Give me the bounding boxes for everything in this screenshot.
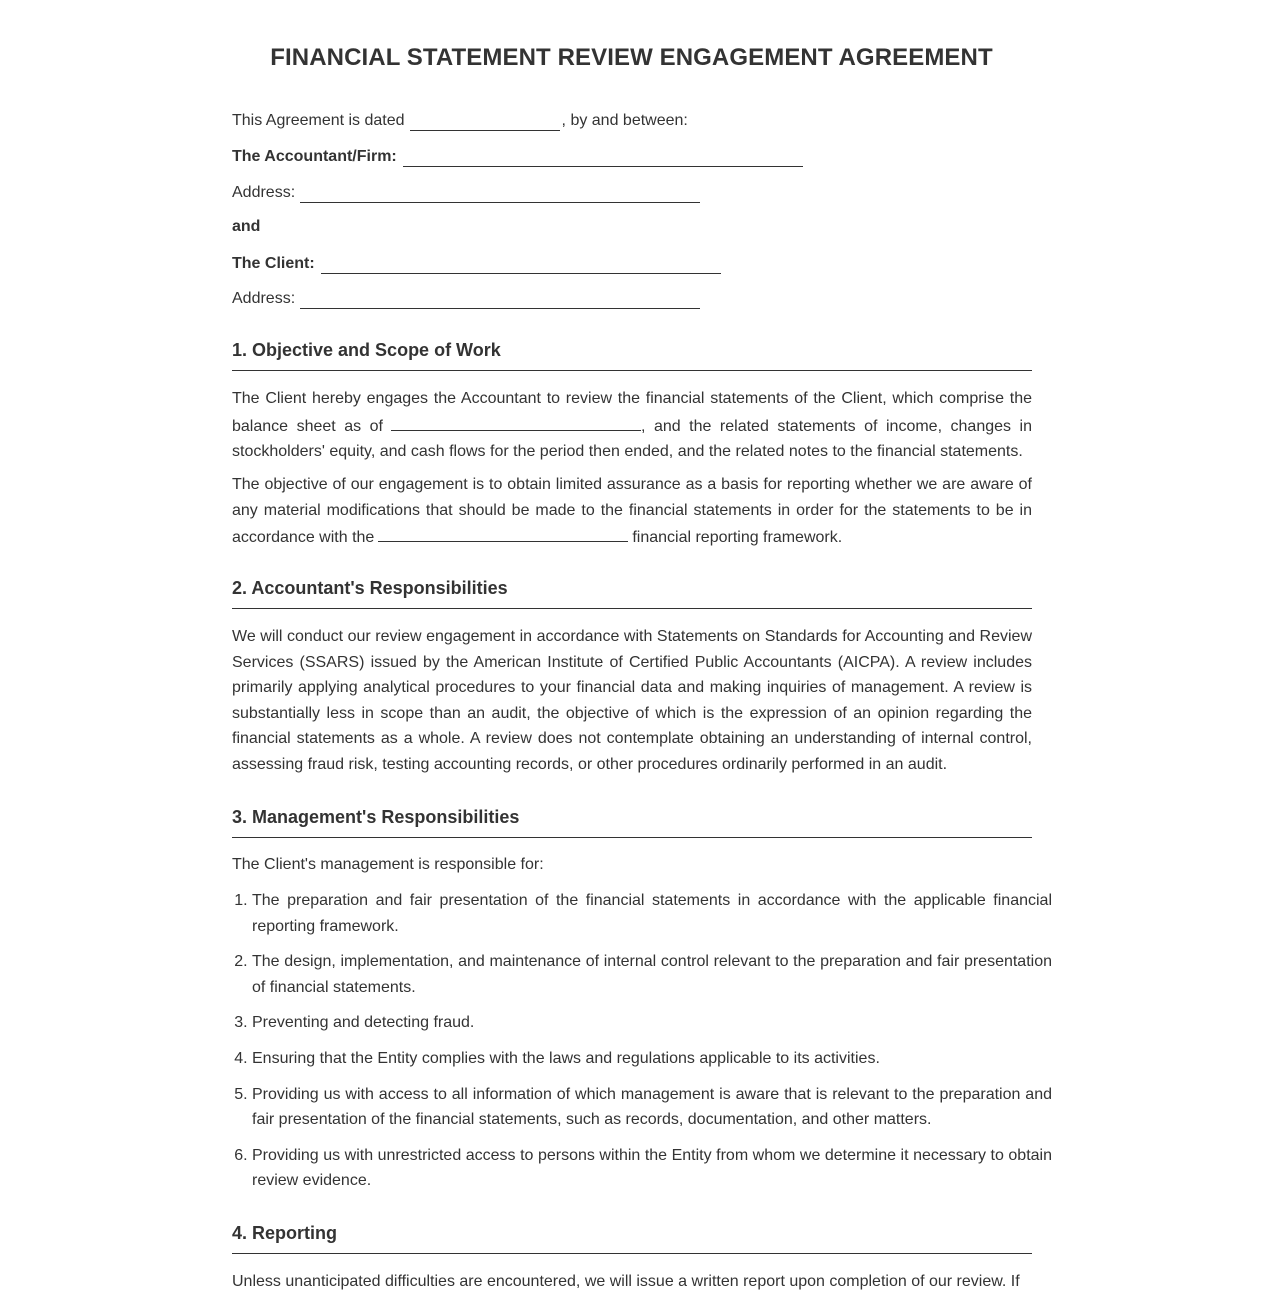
section-1-p1-text-b: , and the related statements of income, changes in stockholders' equity, and cash flows for the period then ended, and the related notes to the financial statements. [232, 417, 1033, 461]
dated-prefix: This Agreement is dated [232, 112, 405, 129]
section-3-heading: 3. Management's Responsibilities [232, 807, 1032, 838]
list-item: 3. Preventing and detecting fraud. [252, 1010, 1052, 1036]
section-1-heading: 1. Objective and Scope of Work [232, 340, 1032, 371]
accountant-label: The Accountant/Firm: [232, 148, 397, 165]
section-3-intro: The Client's management is responsible for: [232, 856, 544, 873]
section-1-paragraph-1 [232, 386, 1032, 465]
list-item: 5. Providing us with access to all information of which management is aware that is relevant to the preparation and fair presentation of the financial statements, such as records, documentation, and other matters. [252, 1082, 1052, 1133]
section-1-p1-text-a: The Client hereby engages the Accountant to review the financial statements of the Client, which comprise the balance sheet as of [232, 390, 1032, 435]
client-label: The Client: [232, 255, 315, 272]
accountant-address-field[interactable] [300, 182, 700, 203]
client-address-label: Address: [232, 290, 296, 307]
client-address-row [232, 288, 703, 309]
accountant-address-row [232, 182, 703, 203]
client-name-field[interactable] [321, 253, 721, 274]
and-label: and [232, 218, 261, 235]
accountant-row [232, 146, 806, 167]
reporting-framework-field[interactable] [378, 523, 628, 542]
section-2-heading: 2. Accountant's Responsibilities [232, 578, 1032, 609]
management-responsibilities-list [232, 888, 1052, 1204]
agreement-date-row [232, 110, 688, 131]
client-address-field[interactable] [300, 288, 700, 309]
client-row [232, 253, 724, 274]
section-4-paragraph-1: Unless unanticipated difficulties are encountered, we will issue a written report upon completion of our review. If [232, 1273, 1020, 1290]
and-row [232, 217, 260, 237]
list-item: 1. The preparation and fair presentation of the financial statements in accordance with the applicable financial reporting framework. [252, 888, 1052, 939]
list-item: 6. Providing us with unrestricted access to persons within the Entity from whom we determine it necessary to obtain review evidence. [252, 1143, 1052, 1194]
date-blank-field[interactable] [410, 110, 560, 131]
section-2-paragraph-1: We will conduct our review engagement in accordance with Statements on Standards for Accounting and Review Services (SSARS) issued by the American Institute of Certified Public Accountants (AICPA). A review includes primarily applying analytical procedures to your financial data and making inquiries of management. A review is substantially less in scope than an audit, the objective of which is the expression of an opinion regarding the financial statements as a whole. A review does not contemplate obtaining an understanding of internal control, assessing fraud risk, testing accounting records, or other procedures ordinarily performed in an audit. [232, 628, 1032, 773]
document-title: FINANCIAL STATEMENT REVIEW ENGAGEMENT AGREEMENT [270, 44, 993, 71]
balance-sheet-date-field[interactable] [391, 412, 641, 431]
section-4-heading: 4. Reporting [232, 1223, 1032, 1254]
section-1-p2-text-b: financial reporting framework. [632, 529, 843, 547]
accountant-address-label: Address: [232, 184, 296, 201]
accountant-name-field[interactable] [403, 146, 803, 167]
list-item: 2. The design, implementation, and maintenance of internal control relevant to the preparation and fair presentation of financial statements. [252, 949, 1052, 1000]
section-1-paragraph-2 [232, 472, 1032, 551]
section-1-p2-text-a: The objective of our engagement is to obtain limited assurance as a basis for reporting whether we are aware of any material modifications that should be made to the financial statements in order for the statements to be in accordance with the [232, 476, 1032, 547]
list-item: 4. Ensuring that the Entity complies with the laws and regulations applicable to its activities. [252, 1046, 1052, 1072]
dated-suffix: , by and between: [561, 112, 688, 129]
